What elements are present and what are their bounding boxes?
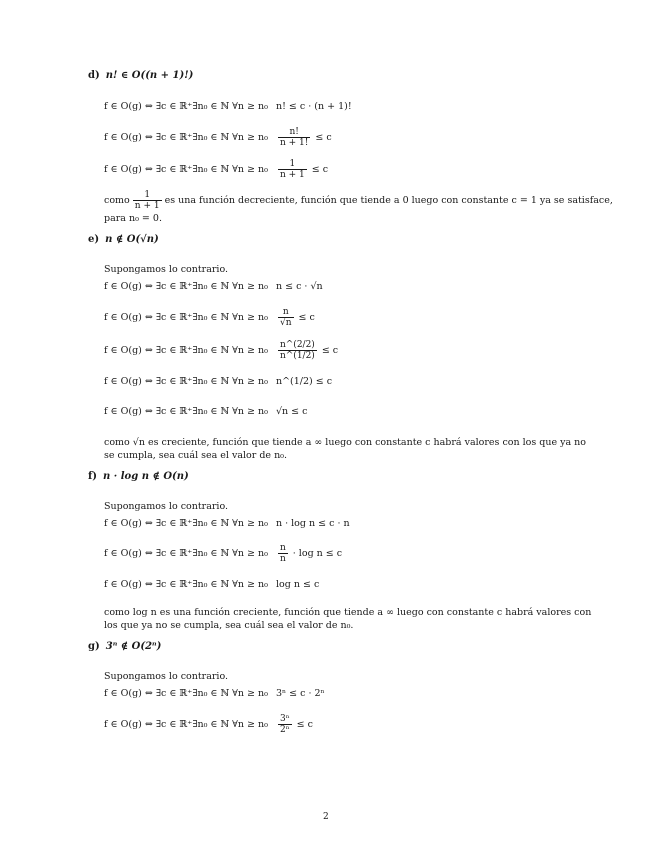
- section-title: n ∉ O(√n): [105, 234, 159, 245]
- fraction-denominator: n: [279, 554, 286, 564]
- equation-prefix: f ∈ O(g) ⇔ ∃c ∈ ℝ⁺∃n₀ ∈ ℕ ∀n ≥ n₀: [104, 132, 268, 143]
- equation-prefix: f ∈ O(g) ⇔ ∃c ∈ ℝ⁺∃n₀ ∈ ℕ ∀n ≥ n₀: [104, 281, 268, 292]
- equation-condition: n ≤ c · √n: [275, 281, 323, 292]
- fraction: [278, 307, 294, 328]
- equation-line: [104, 518, 350, 529]
- fraction-numerator: n: [282, 307, 289, 317]
- equation-prefix: f ∈ O(g) ⇔ ∃c ∈ ℝ⁺∃n₀ ∈ ℕ ∀n ≥ n₀: [104, 312, 268, 323]
- relation: ≤ c: [296, 719, 313, 730]
- fraction-denominator: n + 1: [279, 170, 305, 180]
- equation-condition: [276, 543, 342, 564]
- suppose-text: Supongamos lo contrario.: [104, 264, 229, 275]
- section-title: n · log n ∉ O(n): [103, 471, 189, 482]
- relation: · log n ≤ c: [292, 548, 343, 559]
- equation-prefix: f ∈ O(g) ⇔ ∃c ∈ ℝ⁺∃n₀ ∈ ℕ ∀n ≥ n₀: [104, 164, 268, 175]
- equation-prefix: f ∈ O(g) ⇔ ∃c ∈ ℝ⁺∃n₀ ∈ ℕ ∀n ≥ n₀: [104, 719, 268, 730]
- fraction-numerator: n: [279, 543, 286, 553]
- page-number: 2: [323, 812, 329, 822]
- equation-prefix: f ∈ O(g) ⇔ ∃c ∈ ℝ⁺∃n₀ ∈ ℕ ∀n ≥ n₀: [104, 345, 268, 356]
- equation-condition: [276, 714, 313, 735]
- equation-prefix: f ∈ O(g) ⇔ ∃c ∈ ℝ⁺∃n₀ ∈ ℕ ∀n ≥ n₀: [104, 688, 268, 699]
- fraction-denominator: n + 1: [134, 201, 160, 211]
- fraction-numerator: 3ⁿ: [279, 714, 290, 724]
- equation-condition: 3ⁿ ≤ c · 2ⁿ: [275, 688, 325, 699]
- section-e-heading: [88, 234, 159, 245]
- equation-line: [104, 159, 328, 180]
- equation-line: [104, 127, 332, 148]
- fraction: [133, 190, 162, 211]
- equation-condition: n! ≤ c · (n + 1)!: [275, 101, 352, 112]
- equation-condition: √n ≤ c: [275, 406, 308, 417]
- section-title: 3ⁿ ∉ O(2ⁿ): [105, 641, 162, 652]
- equation-condition: [276, 159, 328, 180]
- equation-line: [104, 579, 319, 590]
- conclusion-line: los que ya no se cumpla, sea cuál sea el valor de n₀.: [104, 620, 354, 631]
- fraction: [278, 127, 310, 148]
- equation-condition: [276, 307, 315, 328]
- equation-line: [104, 101, 352, 112]
- equation-condition: [276, 340, 338, 361]
- equation-line: [104, 406, 307, 417]
- conclusion-line: [104, 190, 613, 211]
- fraction-numerator: n!: [289, 127, 299, 137]
- fraction-numerator: 1: [289, 159, 296, 169]
- section-label: d): [88, 70, 100, 81]
- conclusion-text: es una función decreciente, función que tiende a 0 luego con constante c = 1 ya se satisface,: [164, 195, 613, 206]
- fraction: [278, 714, 292, 735]
- equation-line: [104, 307, 315, 328]
- relation: ≤ c: [321, 345, 339, 356]
- conclusion-line: como log n es una función creciente, función que tiende a ∞ luego con constante c habrá valores con: [104, 607, 592, 618]
- section-label: f): [88, 471, 98, 482]
- section-f-heading: [88, 471, 189, 482]
- section-title: n! ∈ O((n + 1)!): [105, 70, 194, 81]
- relation: ≤ c: [311, 164, 329, 175]
- fraction: [278, 340, 317, 361]
- equation-line: [104, 376, 332, 387]
- equation-condition: n · log n ≤ c · n: [275, 518, 350, 529]
- equation-line: [104, 688, 325, 699]
- fraction: [278, 159, 307, 180]
- fraction-numerator: 1: [144, 190, 151, 200]
- suppose-text: Supongamos lo contrario.: [104, 671, 229, 682]
- equation-prefix: f ∈ O(g) ⇔ ∃c ∈ ℝ⁺∃n₀ ∈ ℕ ∀n ≥ n₀: [104, 548, 268, 559]
- conclusion-text: como: [104, 195, 130, 206]
- equation-line: [104, 714, 313, 735]
- section-label: g): [88, 641, 100, 652]
- equation-condition: [276, 127, 332, 148]
- fraction: [278, 543, 288, 564]
- conclusion-line: se cumpla, sea cuál sea el valor de n₀.: [104, 450, 288, 461]
- equation-prefix: f ∈ O(g) ⇔ ∃c ∈ ℝ⁺∃n₀ ∈ ℕ ∀n ≥ n₀: [104, 101, 268, 112]
- equation-prefix: f ∈ O(g) ⇔ ∃c ∈ ℝ⁺∃n₀ ∈ ℕ ∀n ≥ n₀: [104, 376, 268, 387]
- fraction-denominator: 2ⁿ: [279, 725, 290, 735]
- section-d-heading: [88, 70, 193, 81]
- fraction-numerator: n^(2/2): [279, 340, 315, 350]
- relation: ≤ c: [315, 132, 332, 143]
- fraction-denominator: √n: [279, 318, 292, 328]
- fraction-denominator: n + 1!: [279, 138, 309, 148]
- equation-prefix: f ∈ O(g) ⇔ ∃c ∈ ℝ⁺∃n₀ ∈ ℕ ∀n ≥ n₀: [104, 579, 268, 590]
- equation-prefix: f ∈ O(g) ⇔ ∃c ∈ ℝ⁺∃n₀ ∈ ℕ ∀n ≥ n₀: [104, 406, 268, 417]
- section-g-heading: [88, 641, 161, 652]
- conclusion-line: para n₀ = 0.: [104, 213, 162, 224]
- suppose-text: Supongamos lo contrario.: [104, 501, 229, 512]
- equation-condition: n^(1/2) ≤ c: [275, 376, 333, 387]
- equation-prefix: f ∈ O(g) ⇔ ∃c ∈ ℝ⁺∃n₀ ∈ ℕ ∀n ≥ n₀: [104, 518, 268, 529]
- equation-line: [104, 543, 342, 564]
- section-label: e): [88, 234, 100, 245]
- relation: ≤ c: [298, 312, 315, 323]
- equation-line: [104, 340, 338, 361]
- conclusion-line: como √n es creciente, función que tiende a ∞ luego con constante c habrá valores con los que ya no: [104, 437, 587, 448]
- equation-line: [104, 281, 323, 292]
- fraction-denominator: n^(1/2): [279, 351, 315, 361]
- equation-condition: log n ≤ c: [275, 579, 320, 590]
